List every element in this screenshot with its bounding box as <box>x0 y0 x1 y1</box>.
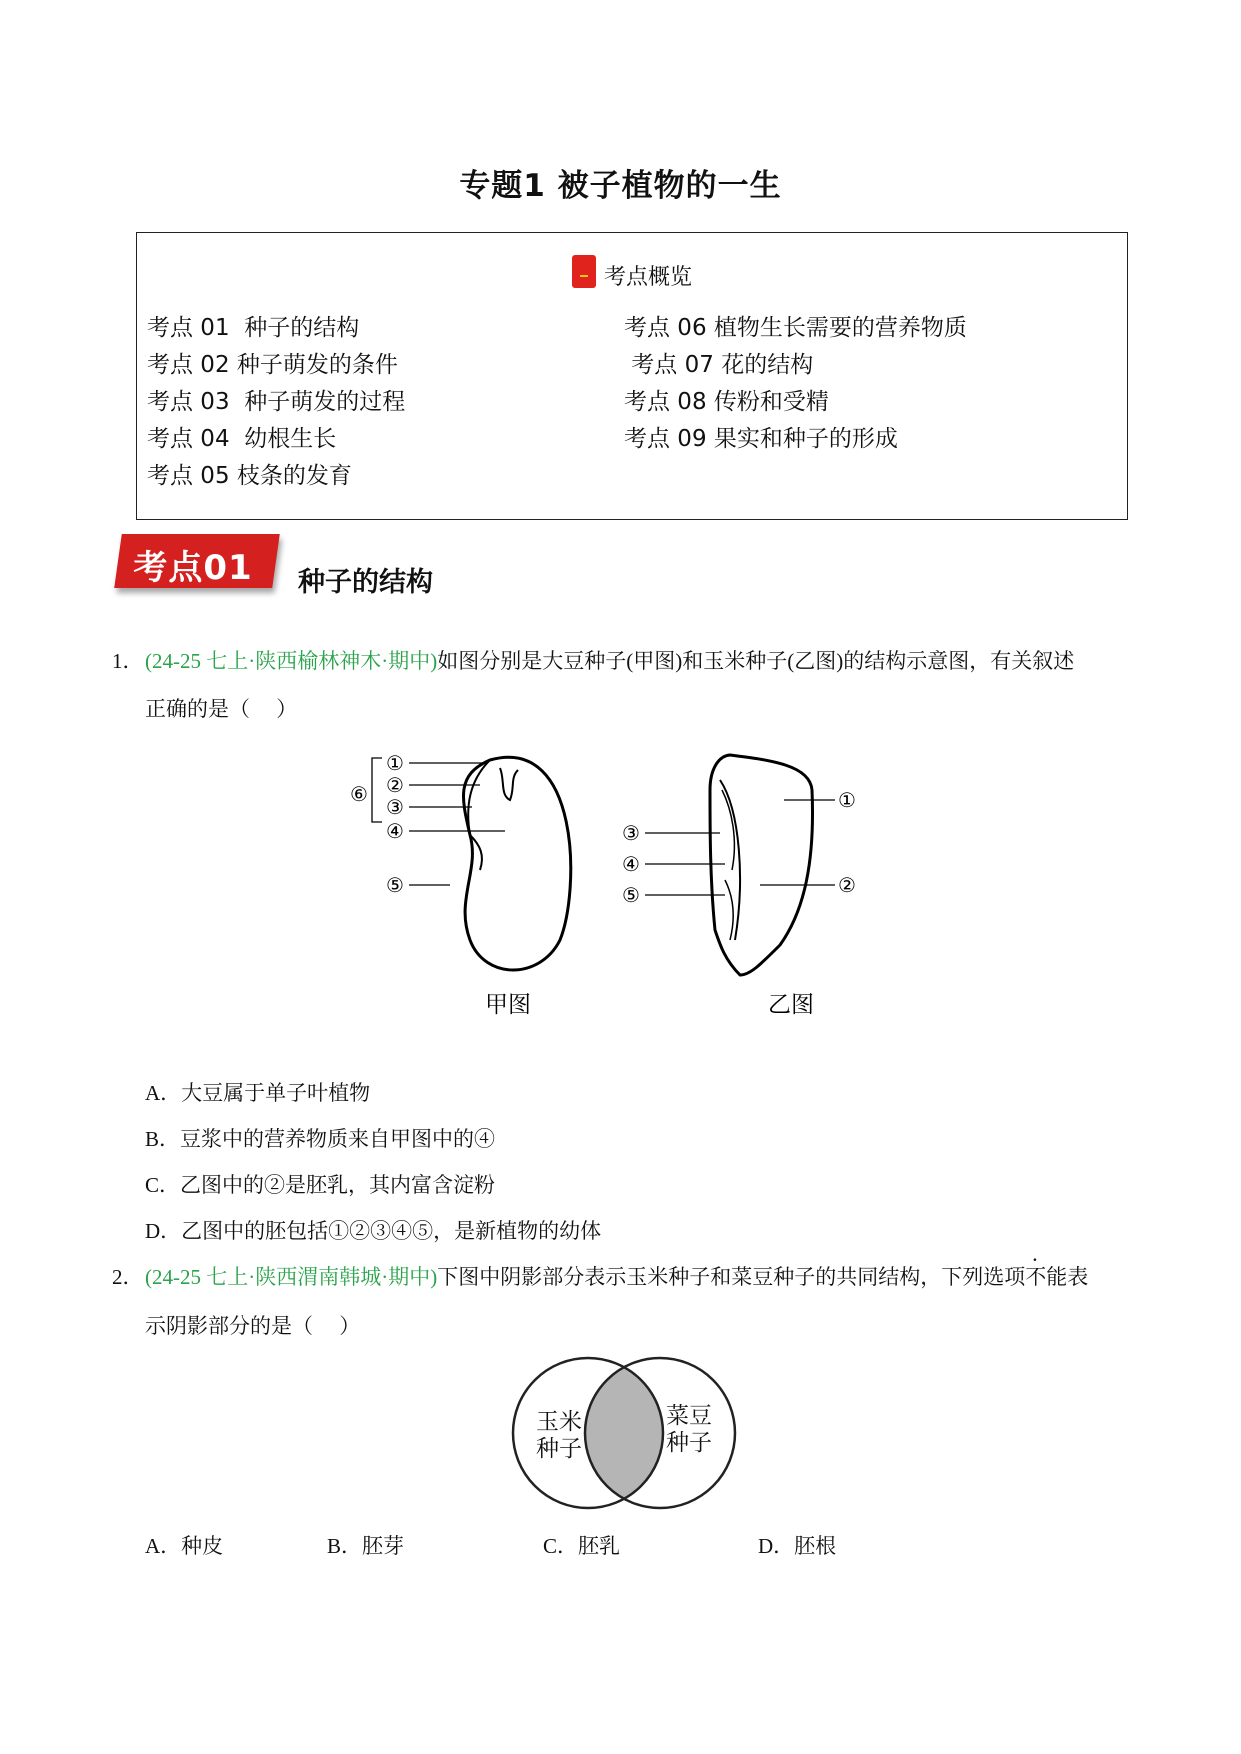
section-badge-text: 考点01 <box>133 548 253 588</box>
overview-item: 考点 09 果实和种子的形成 <box>624 426 898 452</box>
question-source: (24-25 七上·陕西榆林神木·期中) <box>145 649 438 673</box>
overview-item: 考点 06 植物生长需要的营养物质 <box>624 315 967 341</box>
section-badge <box>118 534 276 594</box>
option-c[interactable]: C．乙图中的②是胚乳，其内富含淀粉 <box>145 1173 496 1197</box>
venn-left-label: 玉米 <box>536 1409 582 1435</box>
overview-item: 考点 08 传粉和受精 <box>624 389 829 415</box>
overview-item: 考点 05 枝条的发育 <box>147 463 352 489</box>
option-d[interactable]: D．乙图中的胚包括①②③④⑤，是新植物的幼体 <box>145 1219 602 1243</box>
option-a[interactable]: A．大豆属于单子叶植物 <box>145 1081 371 1105</box>
venn-right-label: 种子 <box>666 1430 712 1456</box>
corn-seed-diagram <box>710 755 813 975</box>
option-b[interactable]: B．豆浆中的营养物质来自甲图中的④ <box>145 1127 496 1151</box>
overview-item: 考点 03 种子萌发的过程 <box>147 389 406 415</box>
overview-box <box>136 232 1128 520</box>
figure-label: ⑤ <box>622 883 640 907</box>
overview-item: 考点 04 幼根生长 <box>147 426 337 452</box>
figure-label: ③ <box>386 795 404 819</box>
question-number: 2． <box>112 1265 144 1289</box>
figure-label: ④ <box>386 819 404 843</box>
question-stem <box>145 645 1074 675</box>
figure-caption-right: 乙图 <box>768 992 814 1018</box>
question-text: 下图中阴影部分表示玉米种子和菜豆种子的共同结构，下列选项 <box>437 1265 1026 1289</box>
page-title: 专题1 被子植物的一生 <box>459 168 782 204</box>
figure-label: ① <box>386 751 404 775</box>
overview-item: 考点 02 种子萌发的条件 <box>147 352 398 378</box>
option-b[interactable]: B．胚芽 <box>327 1534 405 1558</box>
question-text: 如图分别是大豆种子(甲图)和玉米种子(乙图)的结构示意图，有关叙述 <box>437 649 1075 673</box>
overview-heading-text: 考点概览 <box>603 265 692 290</box>
venn-diagram <box>500 1355 750 1510</box>
figure-label: ③ <box>622 821 640 845</box>
overview-item: 考点 07 花的结构 <box>624 352 814 378</box>
venn-right-label: 菜豆 <box>666 1403 712 1429</box>
option-a[interactable]: A．种皮 <box>145 1534 224 1558</box>
overview-heading <box>137 255 1127 291</box>
question-stem <box>145 1261 1088 1291</box>
emphasis-text: 不能 <box>1025 1265 1068 1289</box>
book-icon <box>572 255 596 288</box>
figure-caption-left: 甲图 <box>485 992 531 1018</box>
section-title: 种子的结构 <box>298 567 433 598</box>
overview-item: 考点 01 种子的结构 <box>147 315 360 341</box>
question-stem-line2: 示阴影部分的是（ ） <box>145 1314 361 1338</box>
question-number: 1． <box>112 649 144 673</box>
question-stem-line2: 正确的是（ ） <box>145 697 298 721</box>
figure-label: ① <box>838 788 856 812</box>
figure-label: ② <box>838 873 856 897</box>
figure-label: ⑤ <box>386 873 404 897</box>
seed-structure-figure <box>340 740 900 1030</box>
figure-label: ⑥ <box>350 782 368 806</box>
option-c[interactable]: C．胚乳 <box>543 1534 621 1558</box>
option-d[interactable]: D．胚根 <box>758 1534 837 1558</box>
question-text: 表 <box>1067 1265 1089 1289</box>
soybean-seed-diagram <box>463 757 570 970</box>
figure-label: ④ <box>622 852 640 876</box>
figure-label: ② <box>386 773 404 797</box>
question-source: (24-25 七上·陕西渭南韩城·期中) <box>145 1265 438 1289</box>
venn-left-label: 种子 <box>536 1436 582 1462</box>
